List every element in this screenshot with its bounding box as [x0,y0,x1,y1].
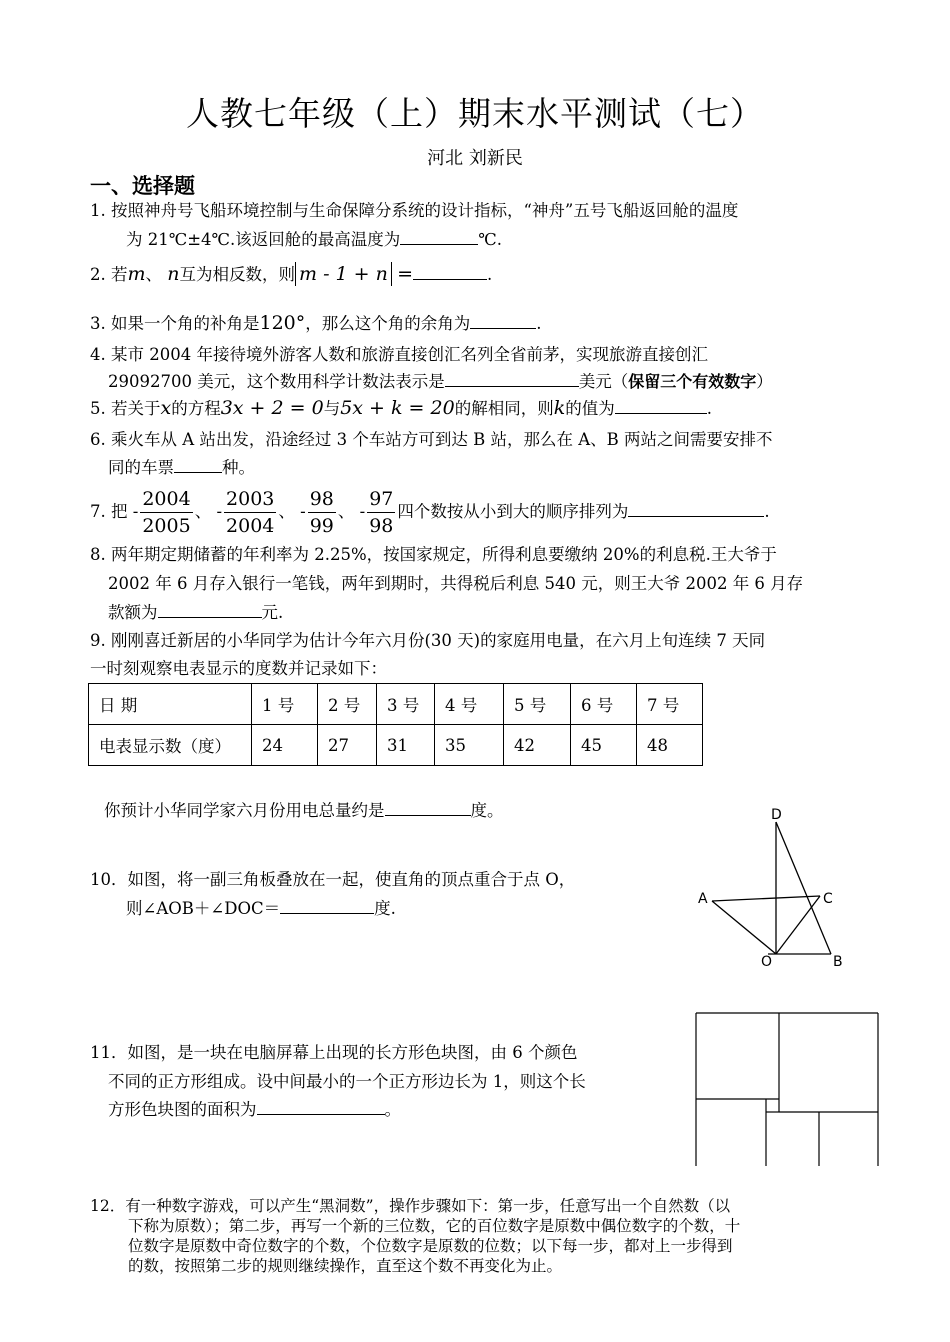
fraction-4-den: 98 [369,515,394,537]
q7-sep-3: 、 [337,502,355,521]
table-cell: 45 [571,725,637,766]
q2-end: . [487,265,493,284]
q3-end: . [536,314,542,333]
q1-text-b: ℃. [478,230,502,249]
q2-equals: = [397,263,414,285]
line-ac [712,896,820,901]
q5-mid3: 的解相同，则 [454,399,554,418]
q7 [90,486,770,539]
q9-text-a: 你预计小华同学家六月份用电总量约是 [104,801,385,820]
q10-text-a: 则∠AOB＋∠DOC＝ [126,899,281,918]
square-block-diagram [690,1008,885,1170]
q3-answer-blank[interactable] [470,314,536,329]
var-k: k [553,397,566,419]
table-cell: 35 [435,725,504,766]
triangle-diagram [690,800,860,975]
q3-prefix: 3. 如果一个角的补角是 [90,314,260,333]
line-co [776,896,820,954]
abs-expression: m - 1 + n [295,262,392,286]
q1-line1: 1. 按照神舟号飞船环境控制与生命保障分系统的设计指标，“神舟”五号飞船返回舱的温度 [90,201,739,220]
fraction-3-den: 99 [309,515,334,537]
angle-value: 120° [259,312,306,334]
q12-line2: 下称为原数）；第二步，再写一个新的三位数，它的百位数字是原数中偶位数字的个数，十 [128,1217,741,1235]
table-cell: 6 号 [571,684,637,725]
q6-line2 [108,457,255,479]
table-cell: 1 号 [252,684,318,725]
q2-mid: 互为相反数，则 [179,265,296,284]
q8-line3 [108,602,283,624]
q9-answer-blank[interactable] [385,801,471,816]
q8-line2: 2002 年 6 月存入银行一笔钱，两年到期时，共得税后利息 540 元，则王大爷 2002 年 6 月存 [108,574,804,593]
fraction-1-den: 2005 [142,515,191,537]
var-n: n [167,263,180,285]
q5-answer-blank[interactable] [615,399,707,414]
q4-line2 [108,371,773,393]
electricity-table [88,683,703,766]
q11-text-b: 。 [384,1100,401,1119]
q12-line1: 12．有一种数字游戏，可以产生“黑洞数”，操作步骤如下：第一步，任意写出一个自然数（以 [90,1197,731,1215]
table-cell: 5 号 [504,684,571,725]
q9-text-b: 度。 [470,801,504,820]
q11-line1: 11．如图，是一块在电脑屏幕上出现的长方形色块图，由 6 个颜色 [90,1043,578,1062]
table-row [89,684,703,725]
table-cell: 31 [377,725,435,766]
line-ao [712,901,776,954]
page-title: 人教七年级（上）期末水平测试（七） [186,94,764,133]
q6-line1: 6. 乘火车从 A 站出发，沿途经过 3 个车站方可到达 B 站，那么在 A、B 两站之间需要安排不 [90,430,773,449]
q7-sep-1: 、 [194,502,212,521]
q7-end: . [764,502,770,521]
q2-answer-blank[interactable] [413,269,487,280]
equation-1: 3x + 2 = 0 [220,397,324,419]
q6-answer-blank[interactable] [174,458,222,473]
fraction-3-sign: - [300,502,306,521]
fraction-4 [367,486,395,539]
q6-text-a: 同的车票 [108,458,174,477]
fraction-1 [140,486,192,539]
fraction-4-num: 97 [367,486,395,513]
table-cell: 7 号 [637,684,703,725]
label-d: D [771,807,782,823]
q5-end: . [706,399,712,418]
q5-prefix: 5. 若关于 [90,399,161,418]
table-cell: 4 号 [435,684,504,725]
q7-suffix: 四个数按从小到大的顺序排列为 [397,502,629,521]
q2-sep: 、 [145,265,163,284]
table-cell: 3 号 [377,684,435,725]
q7-prefix: 7. 把 [90,502,128,521]
q12-line3: 位数字是原数中奇位数字的个数，个位数字是原数的位数；以下每一步，都对上一步得到 [128,1237,733,1255]
table-cell: 42 [504,725,571,766]
q10-answer-blank[interactable] [280,899,374,914]
q2-prefix: 2. 若 [90,265,128,284]
q4-text-a: 29092700 美元，这个数用科学计数法表示是 [108,372,445,391]
q4-text-c: ） [756,372,773,391]
table-cell: 48 [637,725,703,766]
fraction-1-num: 2004 [140,486,192,513]
fraction-4-sign: - [359,502,366,521]
table-cell: 电表显示数（度） [89,725,252,766]
label-b: B [833,954,843,970]
label-c: C [823,891,833,907]
q11-text-a: 方形色块图的面积为 [108,1100,257,1119]
q9-after [104,800,504,822]
fraction-1-sign: - [132,502,139,521]
q6-text-b: 种。 [222,458,255,477]
q4-line1: 4. 某市 2004 年接待境外游客人数和旅游直接创汇名列全省前茅，实现旅游直接创汇 [90,345,708,364]
table-cell: 27 [318,725,377,766]
q5-mid2: 与 [323,399,341,418]
q8-text-a: 款额为 [108,603,158,622]
q9-line1: 9. 刚刚喜迁新居的小华同学为估计今年六月份(30 天)的家庭用电量，在六月上旬连续 7 天同 [90,631,766,650]
q11-line2: 不同的正方形组成。设中间最小的一个正方形边长为 1，则这个长 [108,1072,586,1091]
q5-mid1: 的方程 [171,399,221,418]
q7-answer-blank[interactable] [628,502,764,517]
line-db [776,822,831,954]
q4-text-b: 美元（ [578,372,629,391]
q12-line4: 的数，按照第二步的规则继续操作，直至这个数不再变化为止。 [128,1257,563,1275]
var-m: m [127,263,146,285]
q8-answer-blank[interactable] [158,603,262,618]
equation-2: 5x + k = 20 [340,397,455,419]
label-o: O [761,954,773,970]
q5-mid4: 的值为 [565,399,615,418]
fraction-3-num: 98 [308,486,336,513]
q3-mid: ，那么这个角的余角为 [305,314,471,333]
q4-answer-blank[interactable] [445,372,579,387]
table-cell: 24 [252,725,318,766]
q8-line1: 8. 两年期定期储蓄的年利率为 2.25%，按国家规定，所得利息要缴纳 20%的利息税.王大爷于 [90,545,777,564]
q1-text-a: 为 21℃±4℃.该返回舱的最高温度为 [126,230,401,249]
q11-answer-blank[interactable] [257,1100,385,1115]
q11-line3 [108,1099,401,1121]
q2 [90,262,492,286]
q10-text-b: 度. [374,899,396,918]
q10-line1: 10．如图，将一副三角板叠放在一起，使直角的顶点重合于点 O， [90,870,576,889]
q9-line2: 一时刻观察电表显示的度数并记录如下： [90,659,387,678]
q4-note: 保留三个有效数字 [628,372,757,391]
label-a: A [698,891,708,907]
fraction-2 [224,486,276,539]
fraction-2-sign: - [216,502,223,521]
fraction-2-den: 2004 [226,515,275,537]
fraction-3 [308,486,336,539]
table-row [89,725,703,766]
q10-line2 [126,898,396,920]
var-x: x [160,397,172,419]
q1-answer-blank[interactable] [400,230,478,245]
fraction-2-num: 2003 [224,486,276,513]
q8-text-b: 元. [261,603,284,622]
q1-line2 [126,229,502,251]
q7-sep-2: 、 [278,502,295,521]
table-cell: 日 期 [89,684,252,725]
q3 [90,312,542,335]
author: 河北 刘新民 [427,148,523,169]
table-cell: 2 号 [318,684,377,725]
q5 [90,397,712,420]
section-heading: 一、选择题 [90,174,195,198]
